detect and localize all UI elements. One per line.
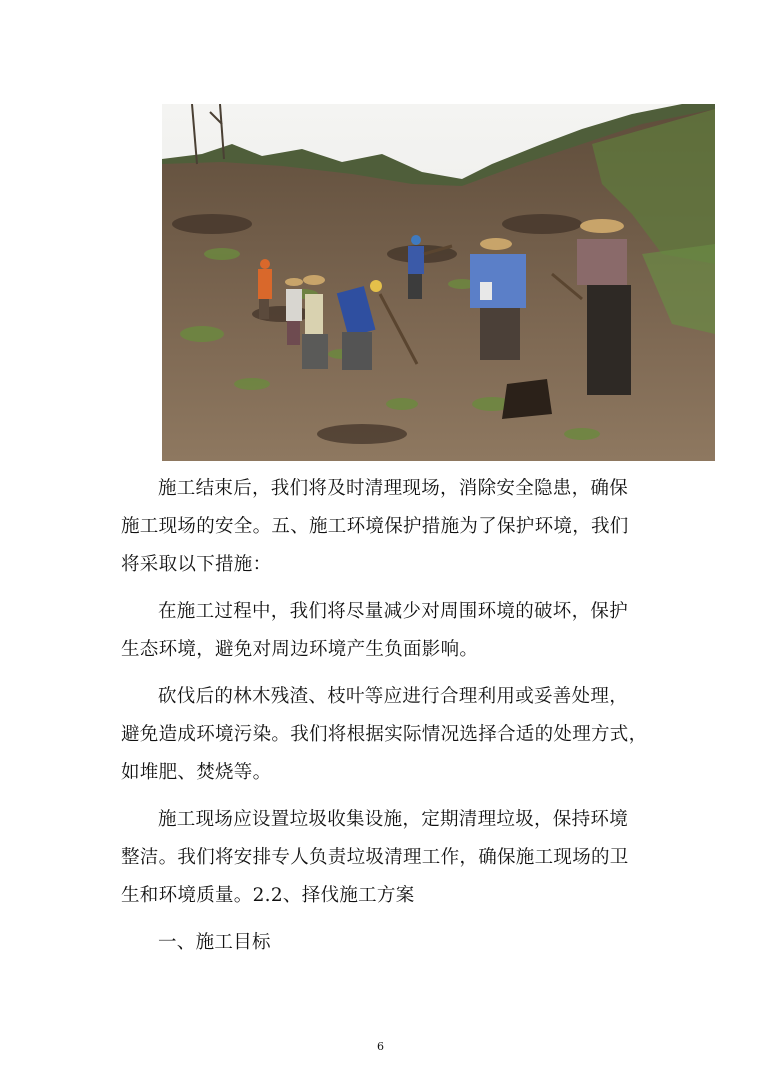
text-line: 将采取以下措施：: [121, 554, 272, 575]
paragraph-2: [121, 593, 641, 669]
text-line: 生和环境质量。2.2、择伐施工方案: [121, 885, 415, 906]
text-line: 施工结束后，我们将及时清理现场，消除安全隐患，确保: [158, 478, 629, 499]
body-text: [121, 470, 648, 962]
text-line: 生态环境，避免对周边环境产生负面影响。: [121, 639, 479, 660]
page-number: 6: [377, 1040, 384, 1053]
text-line: 如堆肥、焚烧等。: [121, 762, 272, 783]
text-line: 施工现场应设置垃圾收集设施，定期清理垃圾，保持环境: [158, 809, 629, 830]
text-line: 避免造成环境污染。我们将根据实际情况选择合适的处理方式，: [121, 724, 648, 745]
section-heading: [121, 924, 641, 962]
paragraph-1: [121, 470, 641, 584]
text-line: 在施工过程中，我们将尽量减少对周围环境的破坏，保护: [158, 601, 629, 622]
text-line: 一、施工目标: [158, 932, 271, 953]
hillside-workers-photo: [162, 104, 715, 461]
text-line: 施工现场的安全。五、施工环境保护措施为了保护环境，我们: [121, 516, 629, 537]
text-line: 整洁。我们将安排专人负责垃圾清理工作，确保施工现场的卫: [121, 847, 629, 868]
paragraph-4: [121, 801, 641, 915]
text-line: 砍伐后的林木残渣、枝叶等应进行合理利用或妥善处理，: [158, 686, 629, 707]
paragraph-3: [121, 678, 648, 792]
photo-illustration: [162, 104, 715, 461]
